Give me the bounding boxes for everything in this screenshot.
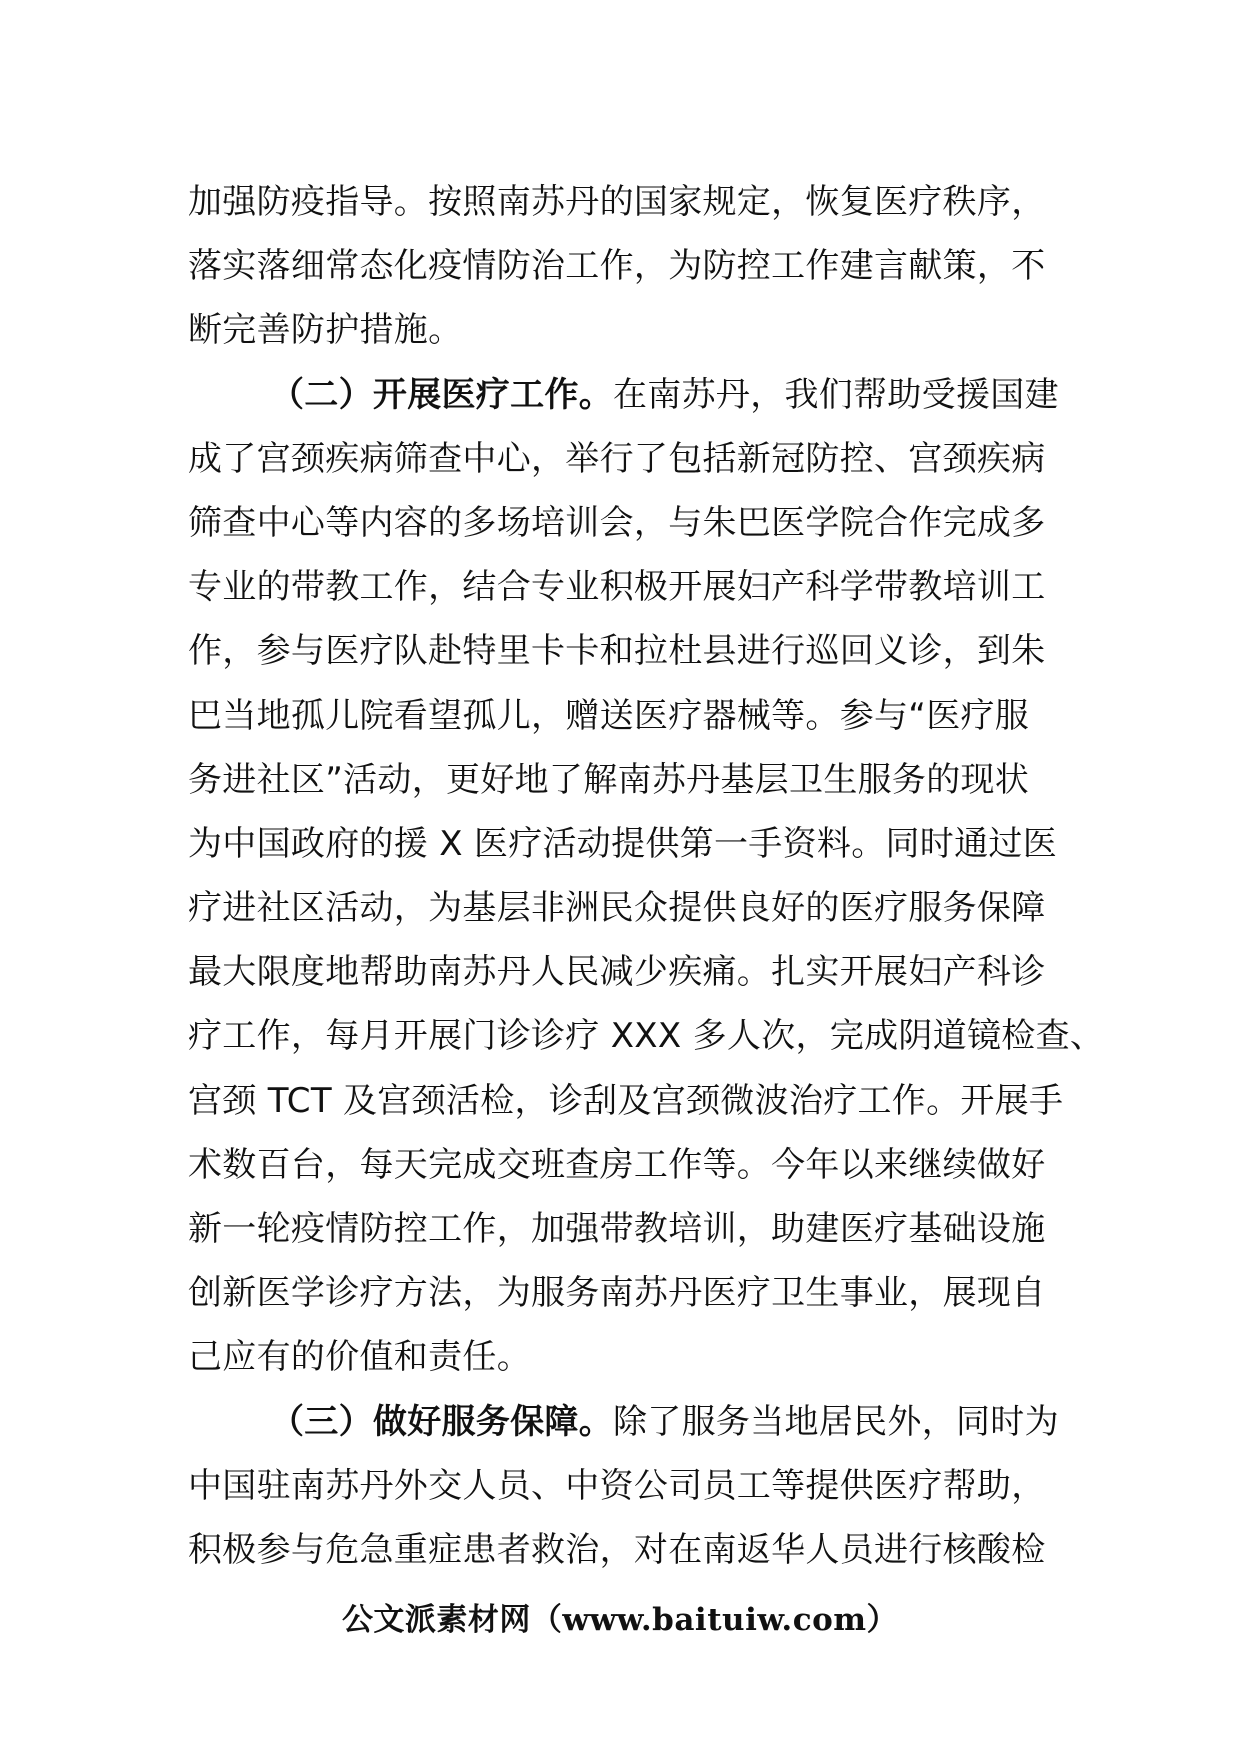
section-first-line [188,1390,1066,1454]
paragraph-line: 务进社区”活动，更好地了解南苏丹基层卫生服务的现状 [188,759,1030,800]
footer-watermark-text: 公文派素材网（www.baituiw.com） [341,1602,899,1638]
paragraph-line: 宫颈 TCT 及宫颈活检，诊刮及宫颈微波治疗工作。开展手 [188,1080,1064,1121]
paragraph-line: 积极参与危急重症患者救治，对在南返华人员进行核酸检 [188,1529,1046,1570]
paragraph-line: 创新医学诊疗方法，为服务南苏丹医疗卫生事业，展现自 [188,1273,1046,1314]
paragraph-line: 作，参与医疗队赴特里卡卡和拉杜县进行巡回义诊，到朱 [188,631,1046,672]
paragraph-line: 巴当地孤儿院看望孤儿，赠送医疗器械等。参与“医疗服 [188,695,1030,736]
paragraph-line: 己应有的价值和责任。 [188,1337,531,1378]
section-first-line [188,363,1066,427]
section-first-line-text: 除了服务当地居民外，同时为 [613,1401,1059,1442]
section-heading: （二）开展医疗工作。 [270,374,613,415]
paragraph-line: 成了宫颈疾病筛查中心，举行了包括新冠防控、宫颈疾病 [188,438,1046,479]
paragraph-line: 中国驻南苏丹外交人员、中资公司员工等提供医疗帮助， [188,1465,1046,1506]
section-heading: （三）做好服务保障。 [270,1401,613,1442]
paragraph-line: 断完善防护措施。 [188,310,463,351]
paragraph-line: 疗工作，每月开展门诊诊疗 XXX 多人次，完成阴道镜检查、 [188,1016,1105,1057]
paragraph-line: 术数百台，每天完成交班查房工作等。今年以来继续做好 [188,1144,1046,1185]
paragraph-line: 为中国政府的援 X 医疗活动提供第一手资料。同时通过医 [188,823,1058,864]
paragraph-line: 筛查中心等内容的多场培训会，与朱巴医学院合作完成多 [188,502,1046,543]
paragraph-line: 加强防疫指导。按照南苏丹的国家规定，恢复医疗秩序， [188,182,1046,222]
section-first-line-text: 在南苏丹，我们帮助受援国建 [613,374,1059,415]
paragraph-line: 最大限度地帮助南苏丹人民减少疾痛。扎实开展妇产科诊 [188,952,1046,993]
paragraph-line: 新一轮疫情防控工作，加强带教培训，助建医疗基础设施 [188,1209,1046,1249]
paragraph-line: 疗进社区活动，为基层非洲民众提供良好的医疗服务保障 [188,888,1046,929]
paragraph-line: 落实落细常态化疫情防治工作，为防控工作建言献策，不 [188,246,1046,287]
paragraph-line: 专业的带教工作，结合专业积极开展妇产科学带教培训工 [188,567,1046,608]
document-body [188,170,1105,1582]
